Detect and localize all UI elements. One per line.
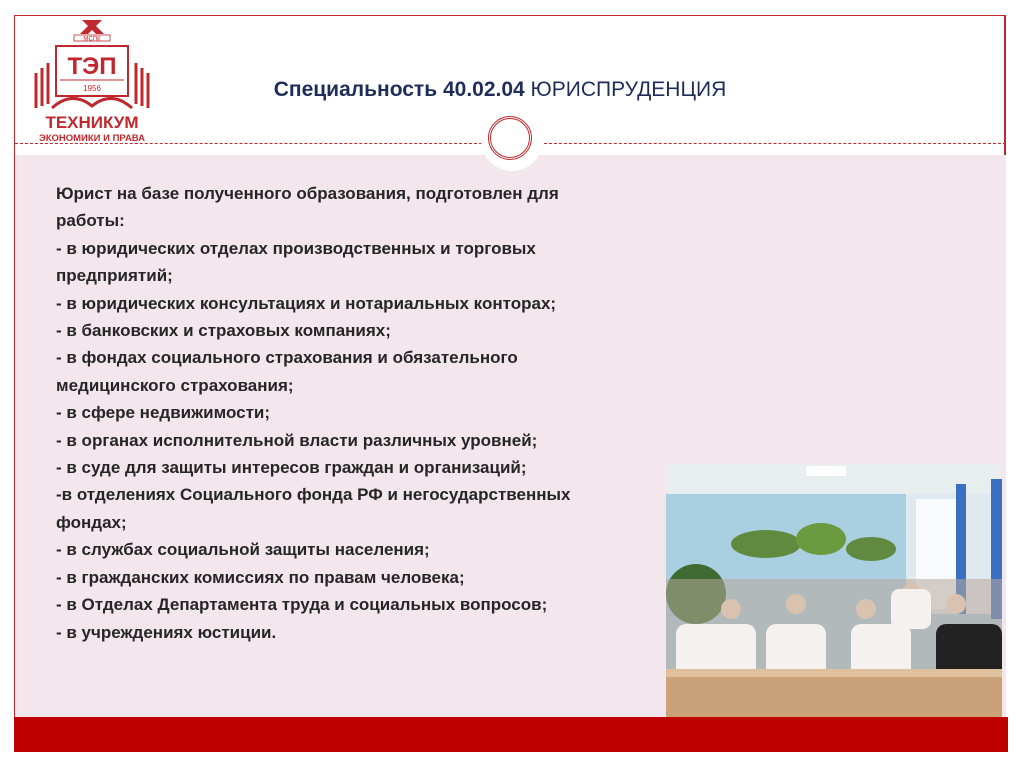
text-line: - в органах исполнительной власти различных уровней;: [56, 430, 538, 450]
college-logo: [30, 18, 155, 143]
logo-abbr: ТЭП: [67, 53, 117, 80]
title-suffix: ЮРИСПРУДЕНЦИЯ: [530, 78, 727, 101]
text-line: - в Отделах Департамента труда и социальных вопросов;: [56, 595, 548, 615]
text-line: - в фондах социального страхования и обязательного: [56, 348, 518, 368]
logo-line1: ТЕХНИКУМ: [45, 113, 139, 132]
classroom-photo: [666, 464, 1002, 717]
footer-bar: [14, 717, 1008, 752]
logo-line2: ЭКОНОМИКИ И ПРАВА: [38, 133, 146, 143]
text-line: - в сфере недвижимости;: [56, 403, 271, 423]
text-line: - в банковских и страховых компаниях;: [56, 321, 391, 341]
title-prefix: Специальность 40.02.04: [273, 78, 525, 101]
logo-top-text: МСПК: [83, 36, 101, 43]
text-line: - в службах социальной защиты населения;: [56, 540, 430, 560]
text-line: Юрист на базе полученного образования, подготовлен для: [56, 184, 559, 203]
text-line: - в суде для защиты интересов граждан и организаций;: [56, 458, 527, 478]
circle-ornament-icon: [488, 116, 532, 160]
logo-year: 1956: [83, 84, 101, 93]
text-line: - в гражданских комиссиях по правам человека;: [56, 567, 465, 587]
text-line: - в юридических отделах производственных и торговых: [56, 238, 536, 258]
text-line: медицинского страхования;: [56, 375, 294, 395]
text-line: предприятий;: [56, 266, 173, 286]
text-line: работы:: [56, 211, 125, 231]
text-line: - в учреждениях юстиции.: [56, 622, 277, 642]
text-line: -в отделениях Социального фонда РФ и негосударственных: [56, 485, 571, 505]
text-line: - в юридических консультациях и нотариальных конторах;: [56, 293, 557, 313]
text-line: фондах;: [56, 512, 127, 532]
career-list: [56, 180, 656, 646]
